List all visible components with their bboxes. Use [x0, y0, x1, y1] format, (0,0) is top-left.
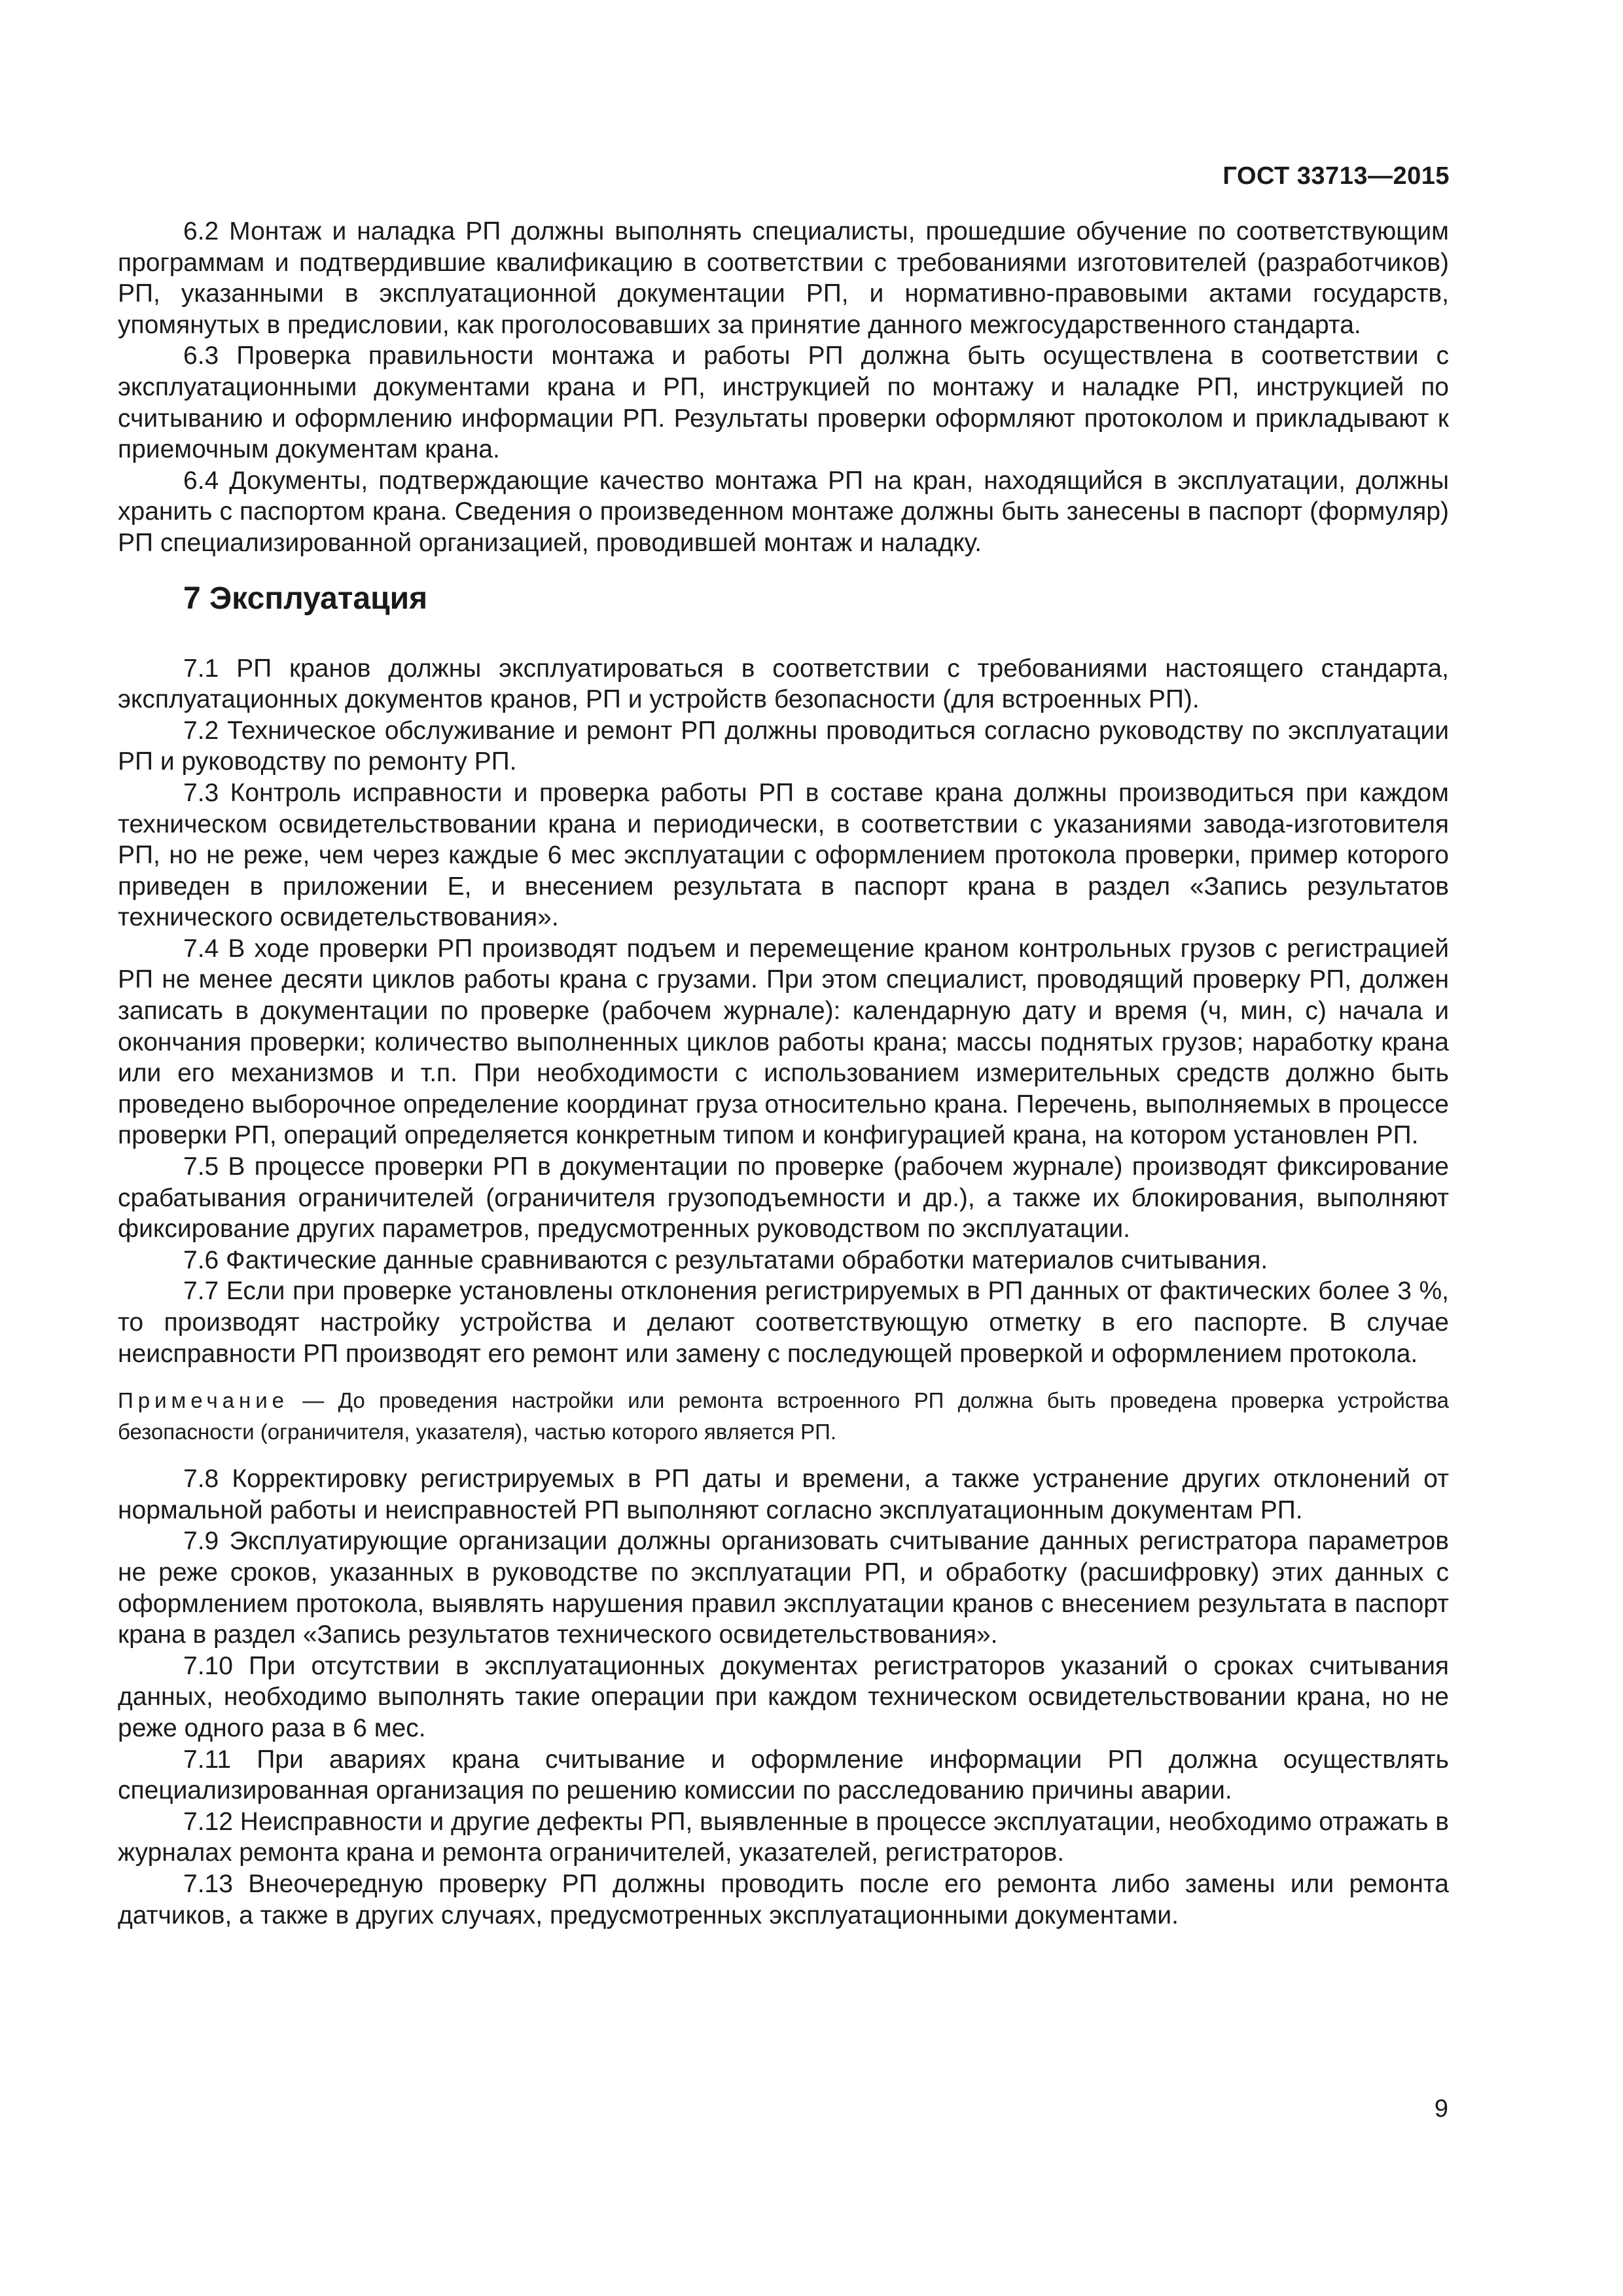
- paragraph-6-2: 6.2 Монтаж и наладка РП должны выполнять специалисты, прошедшие обучение по соответствующим программам и подтвердившие квалификацию в соответствии с требованиями изготовителей (разработчиков) РП, указанными в эксплуатационной документации РП, и нормативно-правовыми актами государств, упомянутых в предисловии, как проголосовавших за принятие данного межгосударственного стандарта.: [118, 217, 1449, 339]
- page-number: 9: [1434, 2095, 1448, 2123]
- paragraph-7-6: 7.6 Фактические данные сравниваются с результатами обработки материалов считывания.: [183, 1246, 1268, 1274]
- paragraph-7-10: 7.10 При отсутствии в эксплуатационных документах регистраторов указаний о сроках считывания данных, необходимо выполнять такие операции при каждом техническом освидетельствовании крана, но не реже одного раза в 6 мес.: [118, 1651, 1449, 1742]
- paragraph-7-11: 7.11 При авариях крана считывание и оформление информации РП должна осуществлять специализированная организация по решению комиссии по расследованию причины аварии.: [118, 1745, 1449, 1805]
- paragraph-7-1: 7.1 РП кранов должны эксплуатироваться в соответствии с требованиями настоящего стандарта, эксплуатационных документов кранов, РП и устройств безопасности (для встроенных РП).: [118, 654, 1449, 714]
- document-header: ГОСТ 33713—2015: [1222, 162, 1450, 190]
- section-heading-7: 7 Эксплуатация: [183, 581, 428, 616]
- paragraph-7-3: 7.3 Контроль исправности и проверка работы РП в составе крана должны производиться при каждом техническом освидетельствовании крана и периодически, в соответствии с указаниями завода-изготовителя РП, но не реже, чем через каждые 6 мес эксплуатации с оформлением протокола проверки, пример которого приведен в приложении Е, и внесением результата в паспорт крана в раздел «Запись результатов технического освидетельствования».: [118, 778, 1449, 932]
- paragraph-6-4: 6.4 Документы, подтверждающие качество монтажа РП на кран, находящийся в эксплуатации, должны хранить с паспортом крана. Сведения о произведенном монтаже должны быть занесены в паспорт (формуляр) РП специализированной организацией, проводившей монтаж и наладку.: [118, 466, 1449, 557]
- page-content: [118, 216, 1449, 1931]
- paragraph-7-13: 7.13 Внеочередную проверку РП должны проводить после его ремонта либо замены или ремонта датчиков, а также в других случаях, предусмотренных эксплуатационными документами.: [118, 1869, 1449, 1929]
- paragraph-6-3: 6.3 Проверка правильности монтажа и работы РП должна быть осуществлена в соответствии с эксплуатационными документами крана и РП, инструкцией по монтажу и наладке РП, инструкцией по считыванию и оформлению информации РП. Результаты проверки оформляют протоколом и прикладывают к приемочным документам крана.: [118, 342, 1449, 464]
- paragraph-7-2: 7.2 Техническое обслуживание и ремонт РП должны проводиться согласно руководству по эксплуатации РП и руководству по ремонту РП.: [118, 716, 1449, 776]
- note: [118, 1385, 1449, 1448]
- paragraph-7-8: 7.8 Корректировку регистрируемых в РП даты и времени, а также устранение других отклонений от нормальной работы и неисправностей РП выполняют согласно эксплуатационным документам РП.: [118, 1465, 1449, 1524]
- paragraph-7-4: 7.4 В ходе проверки РП производят подъем и перемещение краном контрольных грузов с регистрацией РП не менее десяти циклов работы крана с грузами. При этом специалист, проводящий проверку РП, должен записать в документации по проверке (рабочем журнале): календарную дату и время (ч, мин, с) начала и окончания проверки; количество выполненных циклов работы крана; массы поднятых грузов; наработку крана или его механизмов и т.п. При необходимости с использованием измерительных средств должно быть проведено выборочное определение координат груза относительно крана. Перечень, выполняемых в процессе проверки РП, операций определяется конкретным типом и конфигурацией крана, на котором установлен РП.: [118, 934, 1449, 1150]
- paragraph-7-12: 7.12 Неисправности и другие дефекты РП, выявленные в процессе эксплуатации, необходимо отражать в журналах ремонта крана и ремонта ограничителей, указателей, регистраторов.: [118, 1807, 1449, 1867]
- paragraph-7-9: 7.9 Эксплуатирующие организации должны организовать считывание данных регистратора параметров не реже сроков, указанных в руководстве по эксплуатации РП, и обработку (расшифровку) этих данных с оформлением протокола, выявлять нарушения правил эксплуатации кранов с внесением результата в паспорт крана в раздел «Запись результатов технического освидетельствования».: [118, 1527, 1449, 1649]
- paragraph-7-7: 7.7 Если при проверке установлены отклонения регистрируемых в РП данных от фактических более 3 %, то производят настройку устройства и делают соответствующую отметку в его паспорте. В случае неисправности РП производят его ремонт или замену с последующей проверкой и оформлением протокола.: [118, 1277, 1449, 1368]
- paragraph-7-5: 7.5 В процессе проверки РП в документации по проверке (рабочем журнале) производят фиксирование срабатывания ограничителей (ограничителя грузоподъемности и др.), а также их блокирования, выполняют фиксирование других параметров, предусмотренных руководством по эксплуатации.: [118, 1153, 1449, 1244]
- note-label: Примечание: [118, 1388, 289, 1413]
- note-text: — До проведения настройки или ремонта встроенного РП должна быть проведена проверка устройства безопасности (ограничителя, указателя), частью которого является РП.: [118, 1388, 1449, 1444]
